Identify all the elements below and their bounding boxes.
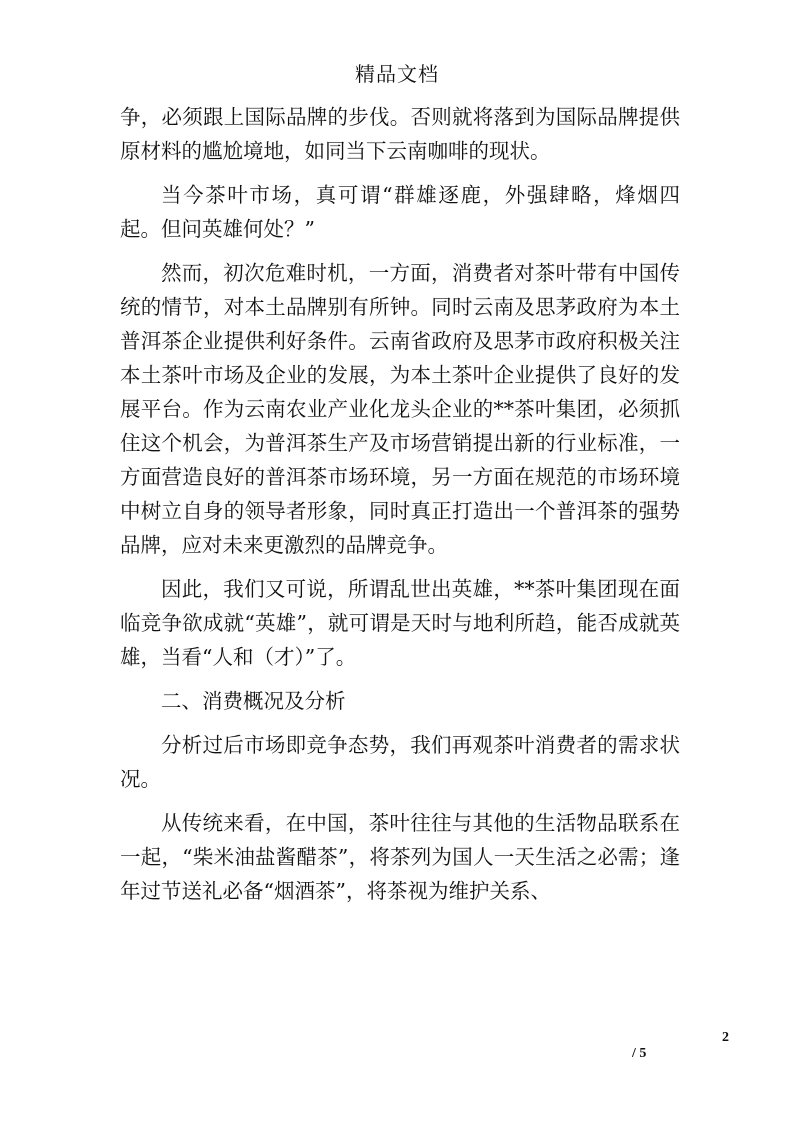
- paragraph: 当今茶叶市场，真可谓“群雄逐鹿，外强肆略，烽烟四起。但问英雄何处？”: [120, 183, 680, 241]
- paragraph: 争，必须跟上国际品牌的步伐。否则就将落到为国际品牌提供原材料的尴尬境地，如同当下云南咖啡的现状。: [120, 105, 680, 163]
- paragraph: 然而，初次危难时机，一方面，消费者对茶叶带有中国传统的情节，对本土品牌别有所钟。同时云南及思茅政府为本土普洱茶企业提供利好条件。云南省政府及思茅市政府积极关注本土茶叶市场及企业的发展，为本土茶叶企业提供了良好的发展平台。作为云南农业产业化龙头企业的**茶叶集团，必须抓住这个机会，为普洱茶生产及市场营销提出新的行业标准，一方面营造良好的普洱茶市场环境，另一方面在规范的市场环境中树立自身的领导者形象，同时真正打造出一个普洱茶的强势品牌，应对未来更激烈的品牌竞争。: [120, 261, 680, 557]
- paragraph: 从传统来看，在中国，茶叶往往与其他的生活物品联系在一起，“柴米油盐酱醋茶”，将茶列为国人一天生活之必需；逢年过节送礼必备“烟酒茶”，将茶视为维护关系、: [120, 811, 680, 903]
- page-total: / 5: [632, 1046, 647, 1061]
- page-number: 2: [722, 1030, 729, 1045]
- page-header-title: 精品文档: [355, 62, 439, 86]
- paragraph: 因此，我们又可说，所谓乱世出英雄，**茶叶集团现在面临竞争欲成就“英雄”，就可谓是天时与地利所趋，能否成就英雄，当看“人和（才）”了。: [120, 577, 680, 669]
- section-heading: 二、消费概况及分析: [161, 689, 346, 713]
- document-body: [120, 100, 680, 918]
- paragraph: 分析过后市场即竞争态势，我们再观茶叶消费者的需求状况。: [120, 733, 680, 791]
